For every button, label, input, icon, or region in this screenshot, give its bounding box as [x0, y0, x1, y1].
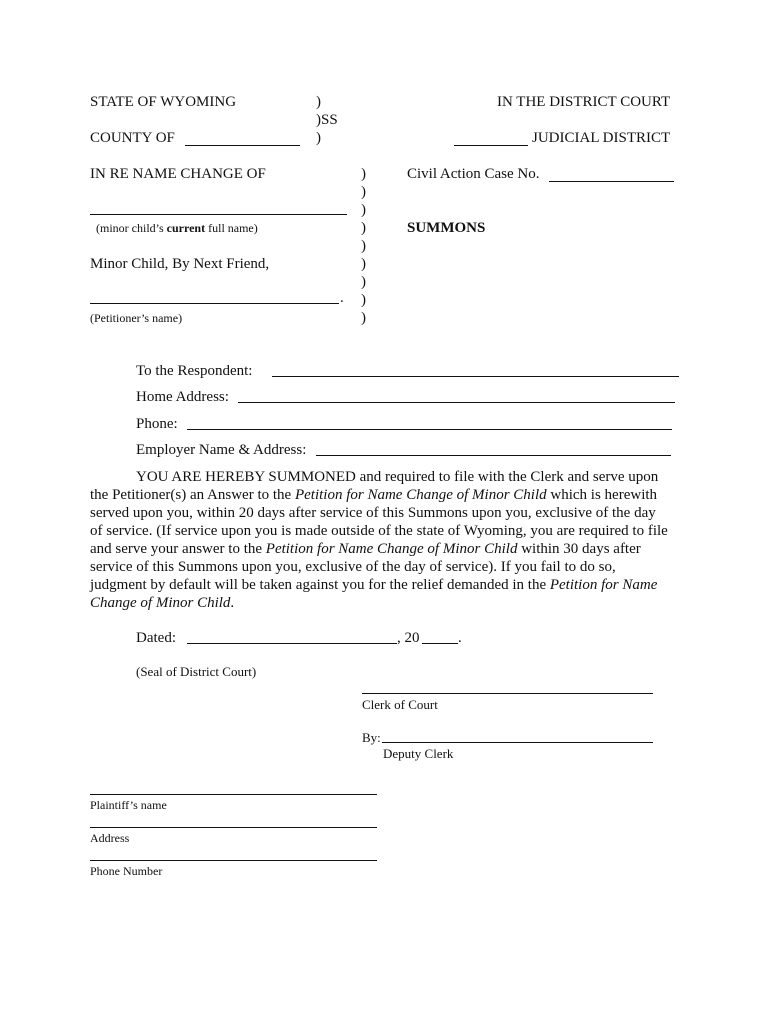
clerk-label: Clerk of Court: [362, 697, 438, 712]
clerk-signature-line[interactable]: [362, 693, 653, 694]
respondent-name-blank[interactable]: [272, 376, 679, 377]
paren: ): [316, 130, 321, 146]
phone-blank[interactable]: [187, 429, 672, 430]
period: .: [340, 290, 344, 306]
plaintiff-address-blank[interactable]: [90, 827, 377, 828]
paren: ): [361, 184, 366, 200]
case-no-blank[interactable]: [549, 181, 674, 182]
dated-label: Dated:: [136, 630, 176, 646]
paren: ): [361, 310, 366, 326]
paren: ): [361, 292, 366, 308]
deputy-clerk-label: Deputy Clerk: [383, 746, 454, 761]
minor-child-next-friend: Minor Child, By Next Friend,: [90, 256, 270, 272]
minor-name-label: (minor child’s current full name): [96, 221, 258, 235]
judicial-district-blank[interactable]: [454, 145, 528, 146]
employer-blank[interactable]: [316, 455, 671, 456]
minor-name-blank[interactable]: [90, 214, 347, 215]
paren: ): [361, 220, 366, 236]
plaintiff-phone-blank[interactable]: [90, 860, 377, 861]
home-address-label: Home Address:: [136, 389, 229, 405]
county-label: COUNTY OF: [90, 130, 175, 146]
ss-label: )SS: [316, 112, 338, 128]
summons-paragraph: YOU ARE HEREBY SUMMONED and required to file with the Clerk and serve upon the Petitioner(s) an Answer to the Petition for Name Change of Minor Child which is herewith served upon you, within 20 days after service of this Summons upon you, exclusive of the day of service. (If service upon you is made outside of the state of Wyoming, you are required to file and serve your answer to the Petition for Name Change of Minor Child within 30 days after service of this Summons upon you, exclusive of the day of service). If you fail to do so, judgment by default will be taken against you for the relief demanded in the Petition for Name Change of Minor Child.: [90, 469, 668, 611]
date-blank[interactable]: [187, 643, 397, 644]
paren: ): [361, 274, 366, 290]
judicial-district-label: JUDICIAL DISTRICT: [532, 130, 671, 146]
case-no-label: Civil Action Case No.: [407, 166, 540, 182]
paren: ): [361, 202, 366, 218]
paren: ): [361, 238, 366, 254]
deputy-signature-line[interactable]: [382, 742, 653, 743]
by-label: By:: [362, 730, 381, 745]
document-title: SUMMONS: [407, 220, 486, 236]
employer-label: Employer Name & Address:: [136, 442, 307, 458]
plaintiff-name-label: Plaintiff’s name: [90, 798, 167, 812]
paren: ): [361, 166, 366, 182]
plaintiff-name-blank[interactable]: [90, 794, 377, 795]
paren: ): [361, 256, 366, 272]
year-prefix: , 20: [397, 630, 420, 646]
seal-label: (Seal of District Court): [136, 664, 257, 679]
home-address-blank[interactable]: [238, 402, 675, 403]
plaintiff-address-label: Address: [90, 831, 130, 845]
petitioner-name-blank[interactable]: [90, 303, 339, 304]
phone-label: Phone:: [136, 416, 178, 432]
state-label: STATE OF WYOMING: [90, 94, 237, 110]
plaintiff-phone-label: Phone Number: [90, 864, 163, 878]
court-label: IN THE DISTRICT COURT: [497, 94, 671, 110]
year-suffix: .: [458, 630, 462, 646]
county-blank[interactable]: [185, 145, 300, 146]
paren: ): [316, 94, 321, 110]
year-blank[interactable]: [422, 643, 458, 644]
to-respondent-label: To the Respondent:: [136, 363, 253, 379]
in-re-label: IN RE NAME CHANGE OF: [90, 166, 266, 182]
petitioner-label: (Petitioner’s name): [90, 311, 183, 325]
